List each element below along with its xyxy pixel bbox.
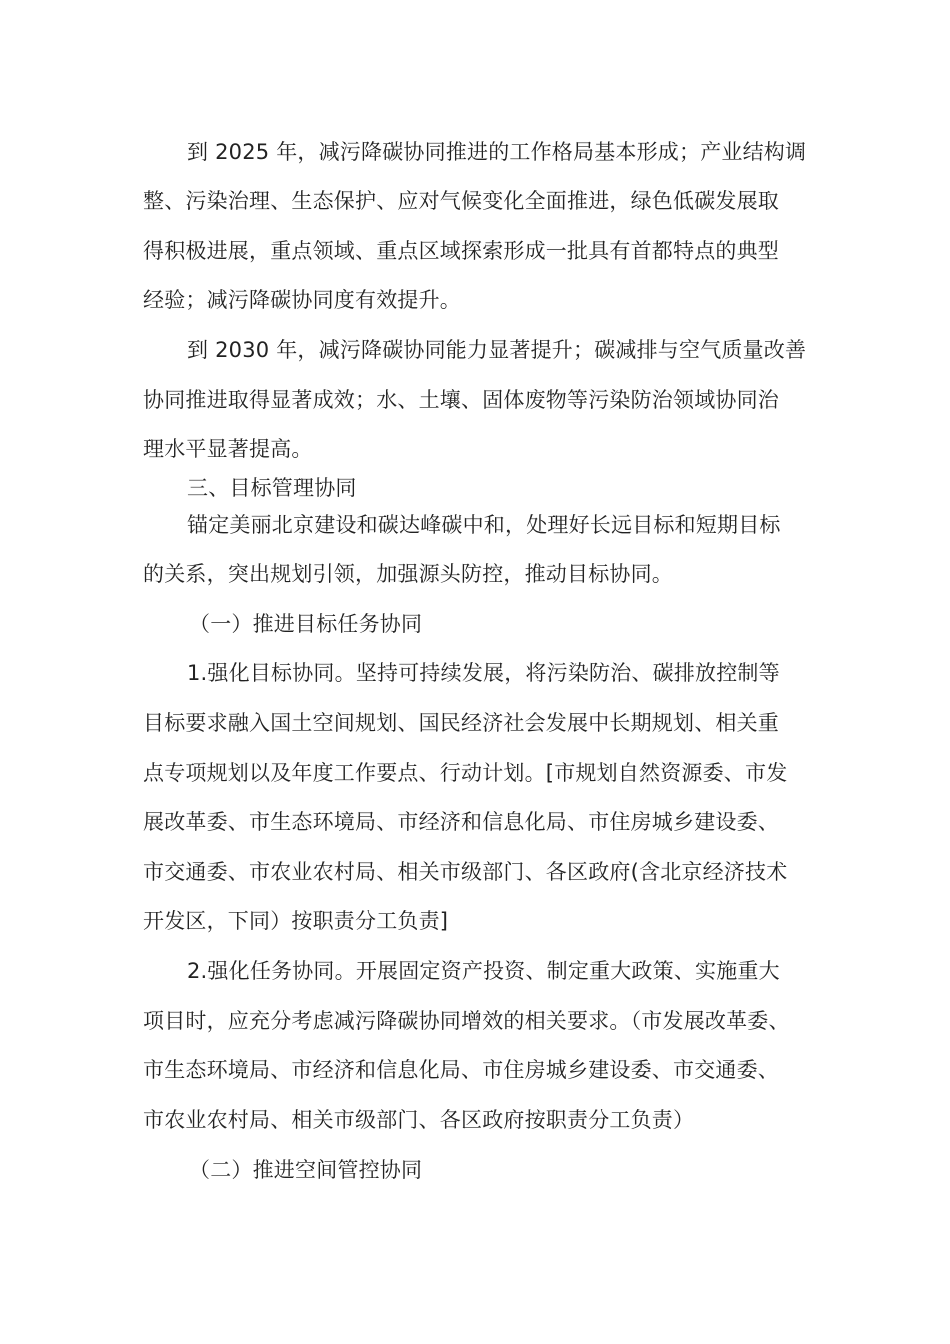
paragraph-line: 2.强化任务协同。开展固定资产投资、制定重大政策、实施重大: [187, 959, 780, 983]
paragraph-line: 项目时，应充分考虑减污降碳协同增效的相关要求。（市发展改革委、: [143, 1009, 790, 1033]
paragraph-line: 市交通委、市农业农村局、相关市级部门、各区政府(含北京经济技术: [143, 860, 788, 884]
paragraph-line: 开发区，下同）按职责分工负责]: [143, 909, 449, 933]
paragraph-line: 展改革委、市生态环境局、市经济和信息化局、市住房城乡建设委、: [143, 810, 779, 834]
paragraph-line: 1.强化目标协同。坚持可持续发展，将污染防治、碳排放控制等: [187, 661, 780, 685]
paragraph-line: 整、污染治理、生态保护、应对气候变化全面推进，绿色低碳发展取: [143, 189, 779, 213]
section-heading: 三、目标管理协同: [187, 476, 357, 500]
paragraph-line: 到 2030 年，减污降碳协同能力显著提升；碳减排与空气质量改善: [187, 338, 807, 362]
paragraph-line: 的关系，突出规划引领，加强源头防控，推动目标协同。: [143, 562, 673, 586]
paragraph-line: 市生态环境局、市经济和信息化局、市住房城乡建设委、市交通委、: [143, 1058, 779, 1082]
paragraph-line: 理水平显著提高。: [143, 437, 313, 461]
paragraph-line: 锚定美丽北京建设和碳达峰碳中和，处理好长远目标和短期目标: [187, 513, 781, 537]
subsection-heading: （二）推进空间管控协同: [189, 1158, 423, 1182]
paragraph-line: 市农业农村局、相关市级部门、各区政府按职责分工负责）: [143, 1108, 695, 1132]
paragraph-line: 协同推进取得显著成效；水、土壤、固体废物等污染防治领域协同治: [143, 388, 779, 412]
paragraph-line: 得积极进展，重点领域、重点区域探索形成一批具有首都特点的典型: [143, 239, 779, 263]
paragraph-line: 经验；减污降碳协同度有效提升。: [143, 288, 461, 312]
subsection-heading: （一）推进目标任务协同: [189, 612, 423, 636]
paragraph-line: 点专项规划以及年度工作要点、行动计划。[市规划自然资源委、市发: [143, 761, 788, 785]
paragraph-line: 目标要求融入国土空间规划、国民经济社会发展中长期规划、相关重: [143, 711, 779, 735]
paragraph-line: 到 2025 年，减污降碳协同推进的工作格局基本形成；产业结构调: [187, 140, 807, 164]
